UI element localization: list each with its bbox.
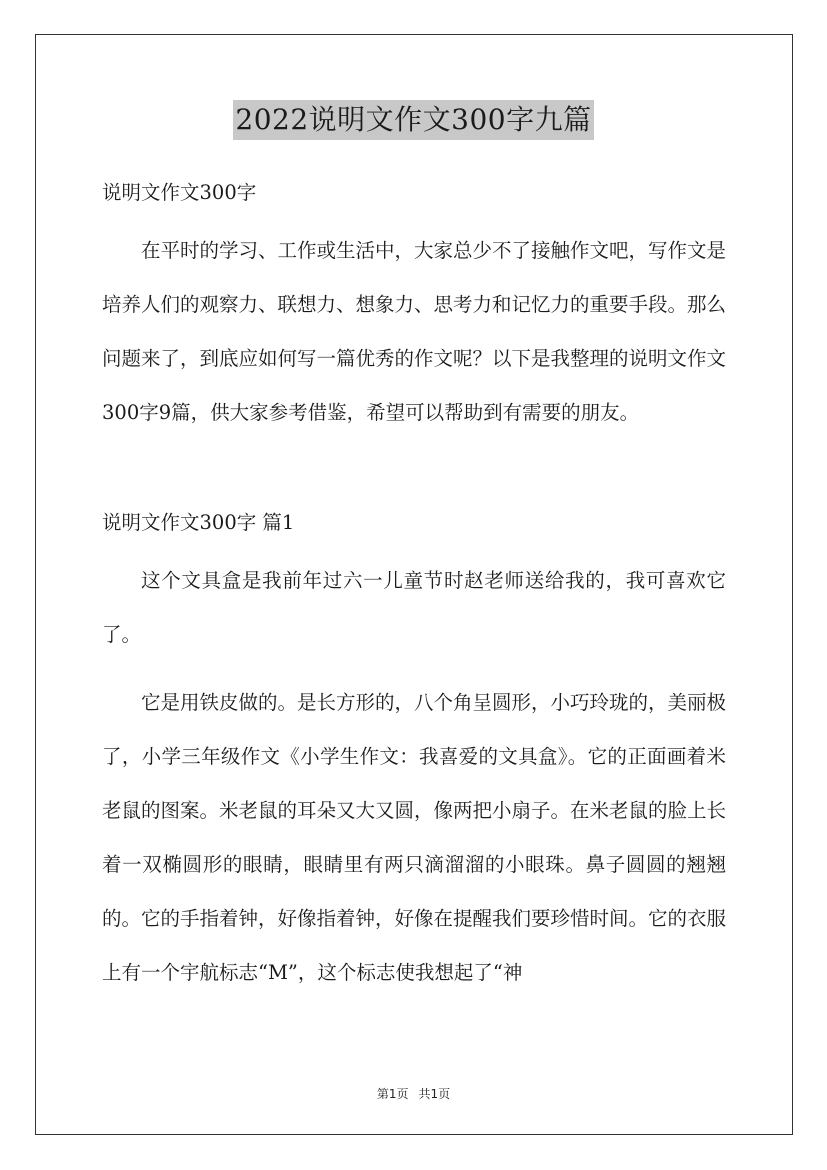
- intro-heading: 说明文作文300字: [102, 181, 257, 204]
- document-title: 2022说明文作文300字九篇: [233, 100, 593, 140]
- page-count: 共1页: [418, 1087, 451, 1101]
- section-paragraph: 它是用铁皮做的。是长方形的，八个角呈圆形，小巧玲珑的，美丽极了，小学三年级作文《小学生作文：我喜爱的文具盒》。它的正面画着米老鼠的图案。米老鼠的耳朵又大又圆，像两把小扇子。在米老鼠的脸上长着一双椭圆形的眼睛，眼睛里有两只滴溜溜的小眼珠。鼻子圆圆的翘翘的。它的手指着钟，好像指着钟，好像在提醒我们要珍惜时间。它的衣服上有一个宇航标志“M”，这个标志使我想起了“神: [102, 691, 727, 984]
- document-body: [102, 172, 726, 1000]
- section-paragraph: 这个文具盒是我前年过六一儿童节时赵老师送给我的，我可喜欢它了。: [102, 569, 726, 646]
- title-container: [0, 100, 827, 140]
- intro-paragraph: 在平时的学习、工作或生活中，大家总少不了接触作文吧，写作文是培养人们的观察力、联想力、想象力、思考力和记忆力的重要手段。那么问题来了，到底应如何写一篇优秀的作文呢？以下是我整理的说明文作文300字9篇，供大家参考借鉴，希望可以帮助到有需要的朋友。: [102, 239, 727, 424]
- section-heading: 说明文作文300字 篇1: [102, 511, 295, 534]
- page-number: 第1页: [376, 1087, 409, 1101]
- page-footer: [0, 1085, 827, 1102]
